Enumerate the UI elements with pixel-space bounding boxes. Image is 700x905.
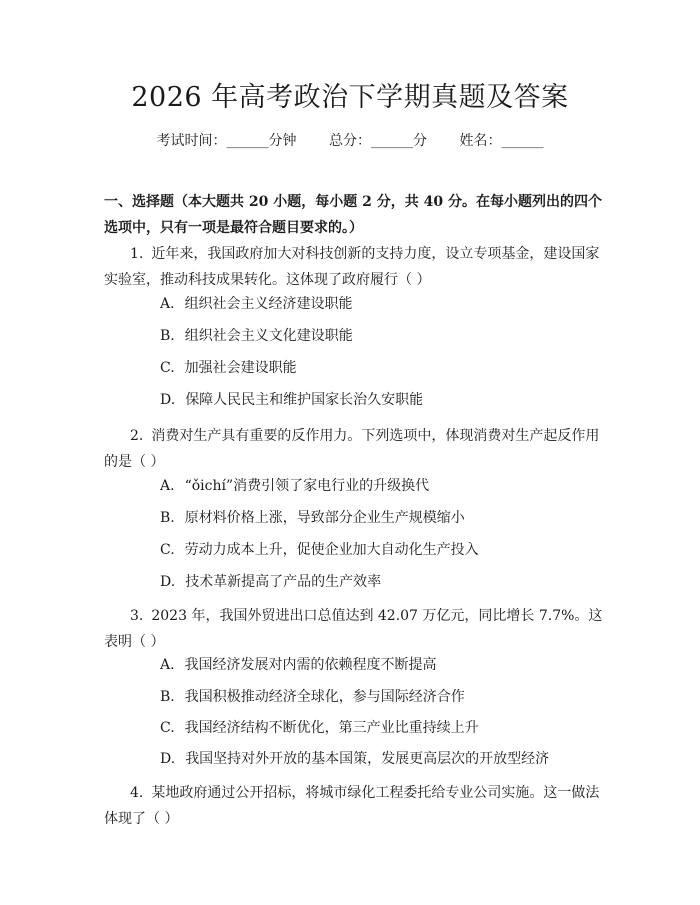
option-letter: A. [160, 657, 175, 673]
option-1d [160, 390, 610, 410]
option-letter: C. [160, 542, 175, 558]
page-title: 2026 年高考政治下学期真题及答案 [131, 82, 569, 113]
student-name-field: 姓名：______ [459, 133, 544, 149]
option-text: 我国坚持对外开放的基本国策，发展更高层次的开放型经济 [185, 751, 550, 767]
option-2b [160, 508, 610, 528]
option-1c [160, 358, 610, 378]
option-text: 原材料价格上涨，导致部分企业生产规模缩小 [184, 510, 465, 526]
option-3a [160, 655, 610, 675]
option-text: 劳动力成本上升，促使企业加大自动化生产投入 [184, 542, 479, 558]
section-heading: 一、选择题（本大题共 20 小题，每小题 2 分，共 40 分。在每小题列出的四个选项中，只有一项是最符合题目要求的。） [104, 194, 602, 236]
option-letter: A. [160, 478, 175, 494]
option-2a [160, 476, 610, 496]
question-stem: 近年来，我国政府加大对科技创新的支持力度，设立专项基金，建设国家实验室，推动科技成果转化。这体现了政府履行（ ） [104, 246, 600, 288]
exam-time-field: 考试时间：______分钟 [156, 133, 297, 149]
option-letter: B. [160, 510, 175, 526]
question-number: 4. [130, 785, 144, 801]
option-letter: D. [160, 392, 176, 408]
question-stem: 某地政府通过公开招标，将城市绿化工程委托给专业公司实施。这一做法体现了（ ） [104, 785, 600, 827]
option-1a [160, 294, 610, 314]
option-letter: B. [160, 328, 175, 344]
question-number: 2. [130, 428, 144, 444]
option-3b [160, 687, 610, 707]
option-3d [160, 749, 610, 769]
option-1b [160, 326, 610, 346]
question-1 [104, 241, 604, 293]
option-text: 保障人民民主和维护国家长治久安职能 [185, 392, 424, 408]
option-text: 组织社会主义文化建设职能 [184, 328, 353, 344]
option-text: 组织社会主义经济建设职能 [184, 296, 353, 312]
question-3 [104, 603, 604, 655]
option-text: 我国积极推动经济全球化，参与国际经济合作 [184, 689, 465, 705]
option-text: 我国经济发展对内需的依赖程度不断提高 [184, 657, 437, 673]
exam-meta [0, 131, 700, 151]
question-number: 3. [130, 608, 144, 624]
option-letter: D. [160, 574, 176, 590]
question-4 [104, 780, 604, 832]
option-3c [160, 718, 610, 738]
option-2d [160, 572, 610, 592]
question-2 [104, 423, 604, 475]
option-letter: B. [160, 689, 175, 705]
option-letter: C. [160, 360, 175, 376]
option-letter: A. [160, 296, 175, 312]
option-text: 我国经济结构不断优化，第三产业比重持续上升 [184, 720, 479, 736]
question-stem: 消费对生产具有重要的反作用力。下列选项中，体现消费对生产起反作用的是（ ） [104, 428, 600, 470]
option-text: 加强社会建设职能 [184, 360, 297, 376]
option-2c [160, 540, 610, 560]
option-letter: C. [160, 720, 175, 736]
option-letter: D. [160, 751, 176, 767]
option-text: “ǒichí”消费引领了家电行业的升级换代 [184, 478, 430, 494]
question-number: 1. [130, 246, 144, 262]
question-stem: 2023 年，我国外贸进出口总值达到 42.07 万亿元，同比增长 7.7%。这表明（ ） [104, 608, 603, 650]
option-text: 技术革新提高了产品的生产效率 [185, 574, 382, 590]
total-score-field: 总分：______分 [329, 133, 427, 149]
